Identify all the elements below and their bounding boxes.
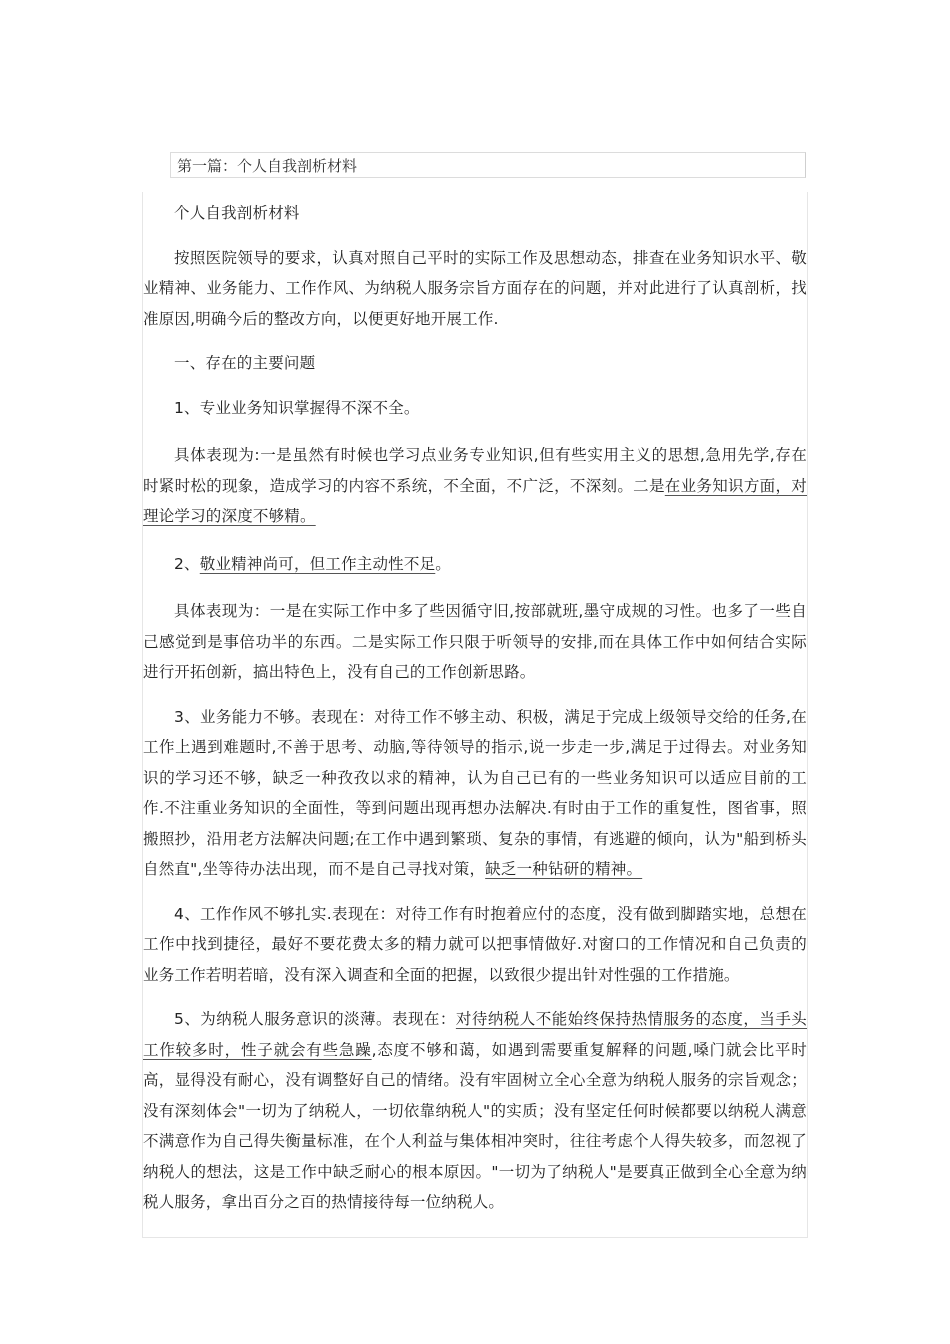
item1-body-text: 具体表现为:一是虽然有时候也学习点业务专业知识,但有些实用主义的思想,急用先学,存在时紧时松的现象，造成学习的内容不系统，不全面，不广泛，不深刻。二是 (143, 446, 807, 495)
item3-body (143, 702, 807, 885)
item5-body-lead: 5、为纳税人服务意识的淡薄。表现在： (174, 1010, 456, 1028)
section-title: 第一篇：个人自我剖析材料 (170, 152, 806, 178)
item3-underlined-text: 缺乏一种钻研的精神。 (485, 860, 643, 878)
intro-paragraph: 按照医院领导的要求，认真对照自己平时的实际工作及思想动态，排查在业务知识水平、敬业精神、业务能力、工作作风、为纳税人服务宗旨方面存在的问题，并对此进行了认真剖析，找准原因,明确今后的整改方向，以便更好地开展工作. (143, 248, 807, 328)
item2-title (143, 549, 807, 580)
doc-heading: 个人自我剖析材料 (174, 204, 300, 222)
item2-body: 具体表现为：一是在实际工作中多了些因循守旧,按部就班,墨守成规的习性。也多了一些自己感觉到是事倍功半的东西。二是实际工作只限于听领导的安排,而在具体工作中如何结合实际进行开拓创新，搞出特色上，没有自己的工作创新思路。 (143, 602, 807, 681)
item1-title: 1、专业业务知识掌握得不深不全。 (174, 398, 420, 417)
item2-prefix: 2、 (174, 554, 200, 573)
item5-body (143, 1004, 807, 1218)
item2-underlined-title: 敬业精神尚可，但工作主动性不足 (199, 554, 436, 573)
item1-underlined-text: 在业务知识方面，对理论学习的深度不够精。 (143, 476, 807, 525)
item1-body (143, 440, 807, 532)
item3-body-text: 3、业务能力不够。表现在：对待工作不够主动、积极，满足于完成上级领导交给的任务,在工作上遇到难题时,不善于思考、动脑,等待领导的指示,说一步走一步,满足于过得去。对业务知识的学习还不够，缺乏一种孜孜以求的精神，认为自己已有的一些业务知识可以适应目前的工作.不注重业务知识的全面性，等到问题出现再想办法解决.有时由于工作的重复性，图省事，照搬照抄，沿用老方法解决问题;在工作中遇到繁琐、复杂的事情，有逃避的倾向，认为"船到桥头自然直",坐等待办法出现，而不是自己寻找对策， (143, 707, 807, 878)
item2-suffix: 。 (435, 554, 451, 573)
item4-body: 4、工作作风不够扎实.表现在：对待工作有时抱着应付的态度，没有做到脚踏实地，总想在工作中找到捷径，最好不要花费太多的精力就可以把事情做好.对窗口的工作情况和自己负责的业务工作若明若暗，没有深入调查和全面的把握，以致很少提出针对性强的工作措施。 (143, 904, 807, 984)
document-body (143, 192, 807, 1218)
item5-underlined-text: 对待纳税人不能始终保持热情服务的态度，当手头工作较多时，性子就会有些急躁 (143, 1010, 807, 1059)
item5-body-rest: ,态度不够和蔼，如遇到需要重复解释的问题,嗓门就会比平时高，显得没有耐心，没有调整好自己的情绪。没有牢固树立全心全意为纳税人服务的宗旨观念；没有深刻体会"一切为了纳税人，一切依靠纳税人"的实质；没有坚定任何时候都要以纳税人满意不满意作为自己得失衡量标准，在个人利益与集体相冲突时，往往考虑个人得失较多，而忽视了纳税人的想法，这是工作中缺乏耐心的根本原因。"一切为了纳税人"是要真正做到全心全意为纳税人服务，拿出百分之百的热情接待每一位纳税人。 (143, 1040, 807, 1211)
part-heading: 一、存在的主要问题 (174, 354, 316, 372)
